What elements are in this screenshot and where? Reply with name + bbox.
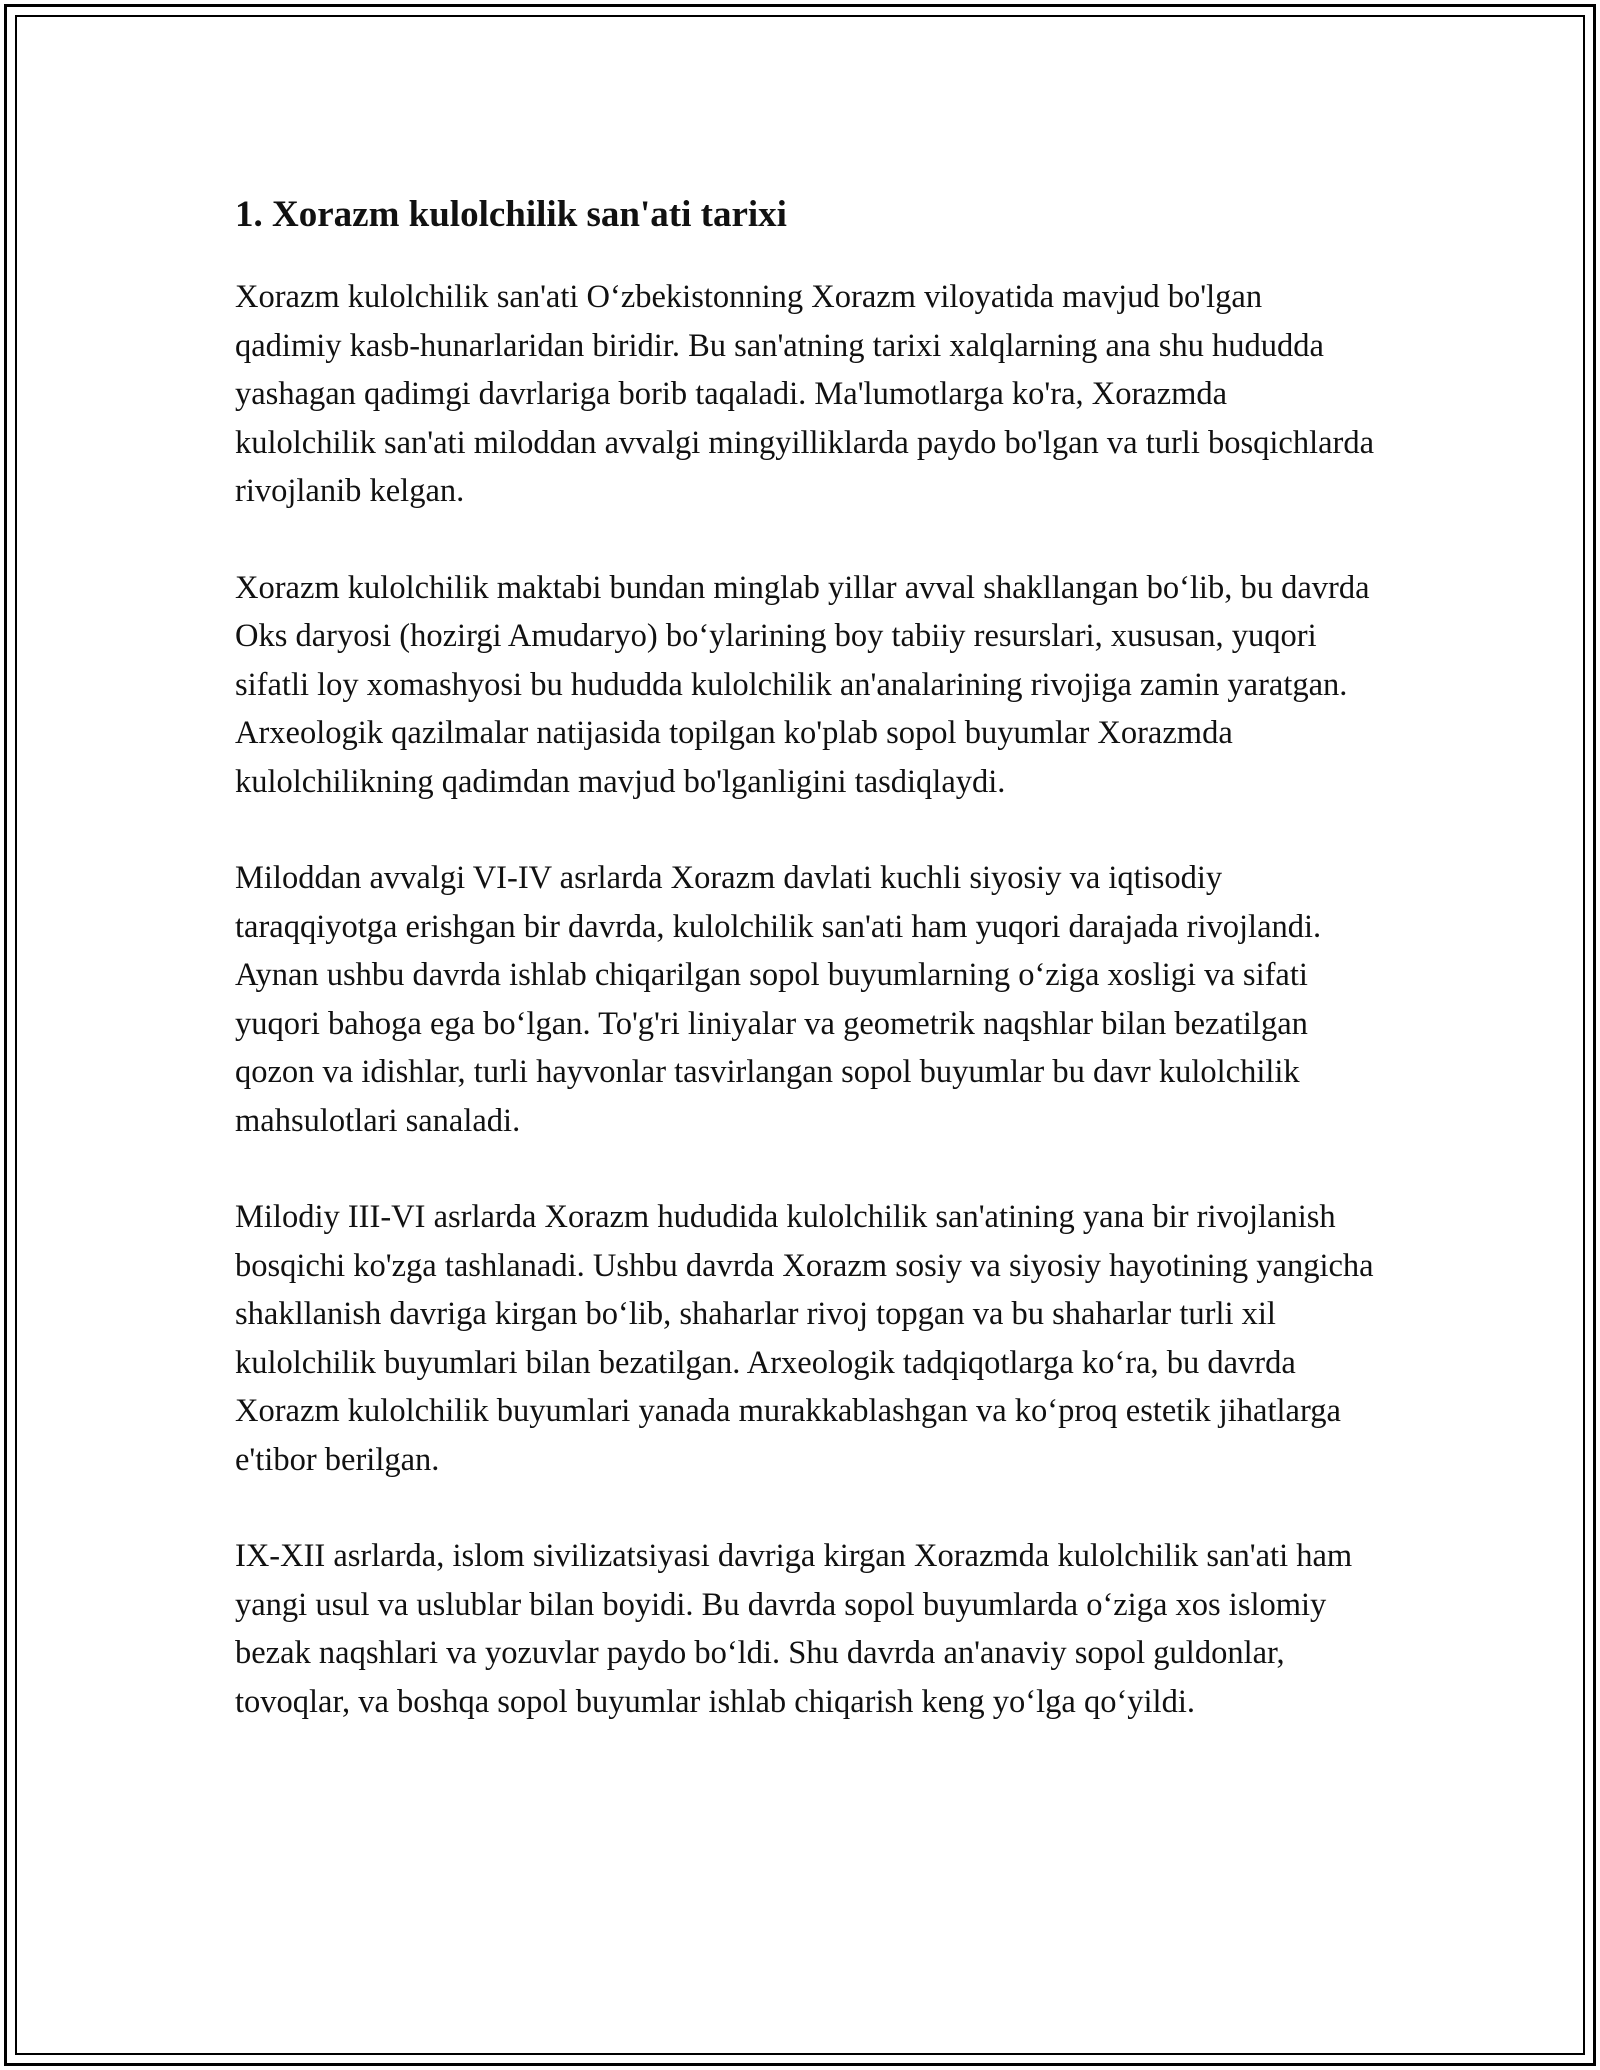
paragraph-5: IX-XII asrlarda, islom sivilizatsiyasi davriga kirgan Xorazmda kulolchilik san'ati ham yangi usul va uslublar bilan boyidi. Bu davrda sopol buyumlarda o‘ziga xos islomiy bezak naqshlari va yozuvlar paydo bo‘ldi. Shu davrda an'anaviy sopol guldonlar, tovoqlar, va boshqa sopol buyumlar ishlab chiqarish keng yo‘lga qo‘yildi.	[235, 1538, 1353, 1720]
paragraph-1: Xorazm kulolchilik san'ati O‘zbekistonning Xorazm viloyatida mavjud bo'lgan qadimiy kasb-hunarlaridan biridir. Bu san'atning tarixi xalqlarning ana shu hududda yashagan qadimgi davrlariga borib taqaladi. Ma'lumotlarga ko'ra, Xorazmda kulolchilik san'ati miloddan avvalgi mingyilliklarda paydo bo'lgan va turli bosqichlarda rivojlanib kelgan.	[235, 279, 1375, 509]
section-heading: 1. Xorazm kulolchilik san'ati tarixi	[235, 194, 787, 235]
paragraph-3: Miloddan avvalgi VI-IV asrlarda Xorazm davlati kuchli siyosiy va iqtisodiy taraqqiyotga erishgan bir davrda, kulolchilik san'ati ham yuqori darajada rivojlandi. Aynan ushbu davrda ishlab chiqarilgan sopol buyumlarning o‘ziga xosligi va sifati yuqori bahoga ega bo‘lgan. To'g'ri liniyalar va geometrik naqshlar bilan bezatilgan qozon va idishlar, turli hayvonlar tasvirlangan sopol buyumlar bu davr kulolchilik mahsulotlari sanaladi.	[235, 860, 1322, 1139]
paragraph-2: Xorazm kulolchilik maktabi bundan minglab yillar avval shakllangan bo‘lib, bu davrda Oks daryosi (hozirgi Amudaryo) bo‘ylarining boy tabiiy resurslari, xususan, yuqori sifatli loy xomashyosi bu hududda kulolchilik an'analarining rivojiga zamin yaratgan. Arxeologik qazilmalar natijasida topilgan ko'plab sopol buyumlar Xorazmda kulolchilikning qadimdan mavjud bo'lganligini tasdiqlaydi.	[235, 569, 1370, 800]
paragraph-4: Milodiy III-VI asrlarda Xorazm hududida kulolchilik san'atining yana bir rivojlanish bosqichi ko'zga tashlanadi. Ushbu davrda Xorazm sosiy va siyosiy hayotining yangicha shakllanish davriga kirgan bo‘lib, shaharlar rivoj topgan va bu shaharlar turli xil kulolchilik buyumlari bilan bezatilgan. Arxeologik tadqiqotlarga ko‘ra, bu davrda Xorazm kulolchilik buyumlari yanada murakkablashgan va ko‘proq estetik jihatlarga e'tibor berilgan.	[235, 1199, 1374, 1478]
document-body	[235, 185, 1375, 1774]
